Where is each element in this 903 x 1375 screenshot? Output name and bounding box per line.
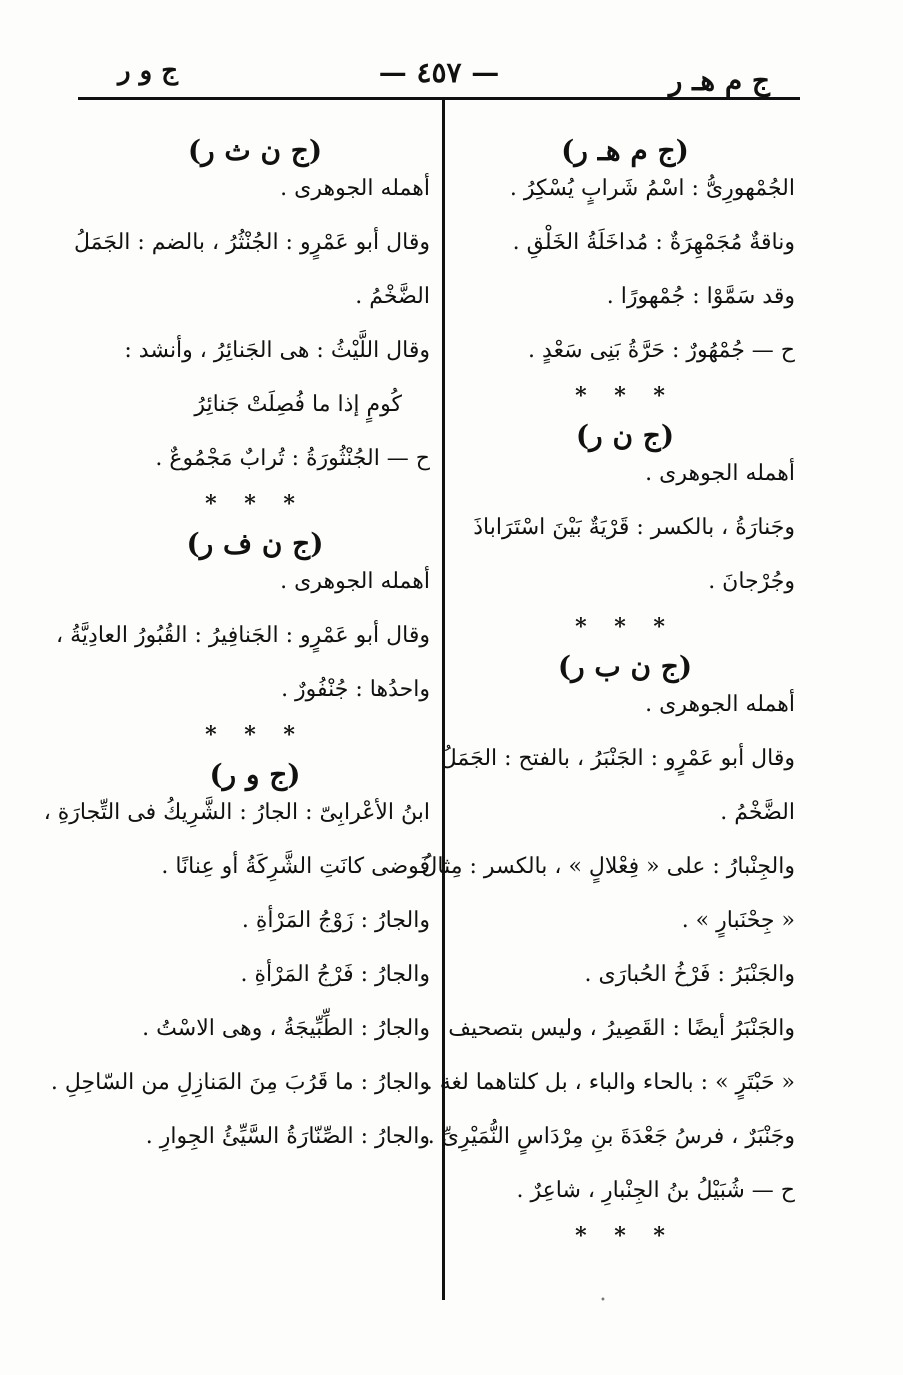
header-root-right: ج م هـ ر (668, 64, 770, 97)
entry-heading: (ج ن ر) (575, 419, 675, 452)
section-separator: * * * (205, 491, 305, 517)
entry-line: الضَّخْمُ . (720, 800, 795, 825)
entry-line: والجِنْبارُ : على « فِعْلالٍ » ، بالكسر : مِثالُ (421, 854, 795, 879)
left-column (43, 130, 430, 1177)
entry-heading: (ج و ر) (209, 758, 301, 791)
header-rule (78, 97, 800, 100)
entry-line: ح — شُبَيْلُ بنُ الجِنْبارِ ، شاعِرٌ . (516, 1178, 795, 1203)
entry-line: والجارُ : ما قَرُبَ مِنَ المَنازِلِ من السّاحِلِ . (50, 1070, 430, 1095)
section-separator: * * * (205, 722, 305, 748)
section-separator: * * * (575, 383, 675, 409)
section-separator: * * * (575, 1223, 675, 1249)
entry-line: وقال أبو عَمْرٍو : الجُنْثُرُ ، بالضم : الجَمَلُ (74, 230, 430, 255)
entry-line: والجَنْبَرُ : فَرْخُ الحُبارَى . (584, 962, 795, 987)
section-separator: * * * (575, 614, 675, 640)
poetry-line: كُومٍ إذا ما فُصِلَتْ جَنائِرُ (194, 392, 402, 417)
entry-line: الجُمْهورِىُّ : اسْمُ شَرابٍ يُسْكِرُ . (509, 176, 795, 201)
entry-line: أهمله الجوهرى . (645, 461, 795, 486)
entry-line: وناقةٌ مُجَمْهِرَةٌ : مُداخَلَةُ الخَلْقِ . (512, 230, 795, 255)
page-number: — ٤٥٧ — (378, 56, 500, 89)
page-header (78, 52, 800, 97)
header-root-left: ج و ر (118, 56, 178, 86)
entry-line: وقد سَمَّوْا : جُمْهورًا . (606, 284, 795, 309)
entry-heading: (ج م هـ ر) (561, 134, 689, 167)
entry-line: واحدُها : جُنْفُورٌ . (281, 677, 430, 702)
entry-heading: (ج ن ف ر) (186, 527, 324, 560)
entry-line: والجارُ : الطِّبِّيجَةُ ، وهى الاسْتُ . (142, 1016, 430, 1041)
column-divider (442, 100, 445, 1300)
entry-line: وجَنارَةُ ، بالكسر : قَرْيَةٌ بَيْنَ اسْتَرَاباذَ (473, 515, 795, 540)
entry-line: والجَنْبَرُ أيضًا : القَصِيرُ ، وليس بتصحيف (448, 1016, 795, 1041)
entry-line: « حَبْتَرٍ » : بالحاء والباء ، بل كلتاهما لغة . (425, 1070, 795, 1095)
entry-line: أهمله الجوهرى . (280, 176, 430, 201)
entry-line: وقال أبو عَمْرٍو : الجَنافِيرُ : القُبُورُ العادِيَّةُ ، (56, 623, 430, 648)
entry-line: وجَنْبَرٌ ، فرسُ جَعْدَةَ بنِ مِرْدَاسٍ النُّمَيْرِىِّ . (427, 1124, 795, 1149)
right-column (421, 130, 795, 1259)
entry-line: وقال أبو عَمْرٍو : الجَنْبَرُ ، بالفتح : الجَمَلُ (440, 746, 795, 771)
entry-line: فَوضى كانَتِ الشَّرِكَةُ أو عِنانًا . (161, 854, 430, 879)
entry-line: ح — جُمْهُورٌ : حَرَّةُ بَنِى سَعْدٍ . (528, 338, 795, 363)
entry-line: أهمله الجوهرى . (280, 569, 430, 594)
entry-line: والجارُ : الصِّنّارَةُ السَّيِّئُ الجِوارِ . (145, 1124, 430, 1149)
entry-line: ابنُ الأعْرابِىّ : الجارُ : الشَّرِيكُ فى التِّجارَةِ ، (43, 800, 430, 825)
entry-line: والجارُ : زَوْجُ المَرْأةِ . (241, 908, 430, 933)
page-dot: • (600, 1295, 606, 1306)
entry-line: ح — الجُنْثُورَةُ : تُرابٌ مَجْمُوعٌ . (155, 446, 430, 471)
entry-line: « جِحْنَبارٍ » . (681, 908, 795, 933)
entry-line: وجُرْجانَ . (708, 569, 795, 594)
entry-heading: (ج ن ب ر) (557, 650, 693, 683)
entry-heading: (ج ن ث ر) (187, 134, 323, 167)
entry-line: أهمله الجوهرى . (645, 692, 795, 717)
entry-line: والجارُ : فَرْجُ المَرْأةِ . (240, 962, 430, 987)
entry-line: الضَّخْمُ . (355, 284, 430, 309)
entry-line: وقال اللَّيْثُ : هى الجَنائِرُ ، وأنشد : (124, 338, 430, 363)
